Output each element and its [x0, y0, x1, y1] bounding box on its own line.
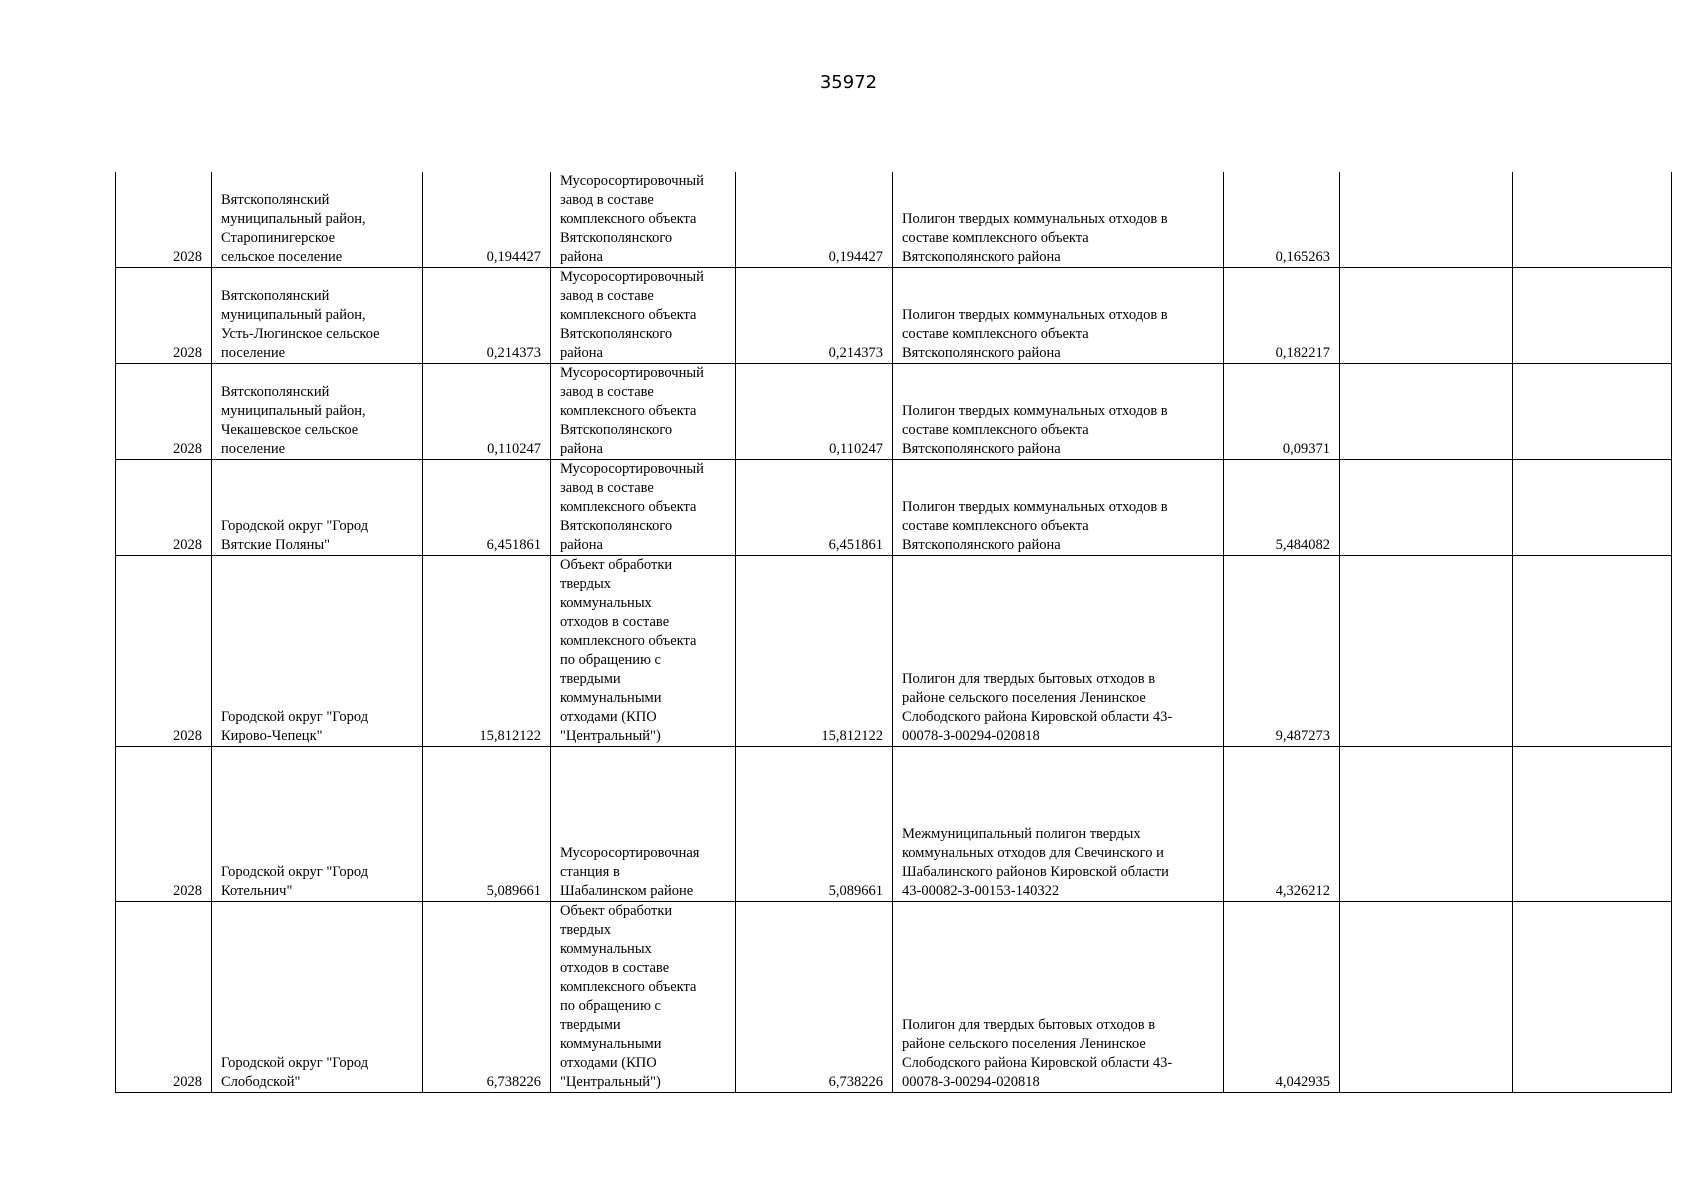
territory-cell: Вятскополянский муниципальный район, Чекашевское сельское поселение — [212, 364, 423, 460]
facility-cell: Мусоросортировочный завод в составе комплексного объекта Вятскополянского района — [551, 268, 736, 364]
volume-cell: 0,110247 — [736, 364, 893, 460]
facility-cell: Объект обработки твердых коммунальных отходов в составе комплексного объекта по обращению с твердыми коммунальными отходами (КПО "Центральный") — [551, 902, 736, 1093]
volume-cell: 0,194427 — [423, 172, 551, 268]
empty-cell — [1340, 268, 1513, 364]
empty-cell — [1340, 747, 1513, 902]
year-cell: 2028 — [116, 747, 212, 902]
year-cell: 2028 — [116, 268, 212, 364]
volume-cell: 0,214373 — [736, 268, 893, 364]
year-cell: 2028 — [116, 364, 212, 460]
empty-cell — [1340, 172, 1513, 268]
territory-cell: Городской округ "Город Вятские Поляны" — [212, 460, 423, 556]
territory-cell: Городской округ "Город Котельнич" — [212, 747, 423, 902]
volume-cell: 4,326212 — [1224, 747, 1340, 902]
empty-cell — [1340, 556, 1513, 747]
empty-cell — [1513, 902, 1672, 1093]
landfill-cell: Полигон твердых коммунальных отходов в составе комплексного объекта Вятскополянского района — [893, 268, 1224, 364]
volume-cell: 0,165263 — [1224, 172, 1340, 268]
table-row — [116, 364, 1672, 460]
empty-cell — [1513, 460, 1672, 556]
territory-cell: Вятскополянский муниципальный район, Усть-Люгинское сельское поселение — [212, 268, 423, 364]
table-row — [116, 747, 1672, 902]
table-row — [116, 556, 1672, 747]
volume-cell: 9,487273 — [1224, 556, 1340, 747]
page-number: 35972 — [819, 72, 878, 93]
landfill-cell: Полигон для твердых бытовых отходов в районе сельского поселения Ленинское Слободского района Кировской области 43- 00078-З-00294-020818 — [893, 556, 1224, 747]
volume-cell: 0,110247 — [423, 364, 551, 460]
volume-cell: 5,484082 — [1224, 460, 1340, 556]
volume-cell: 6,738226 — [423, 902, 551, 1093]
year-cell: 2028 — [116, 902, 212, 1093]
year-cell: 2028 — [116, 556, 212, 747]
volume-cell: 0,194427 — [736, 172, 893, 268]
table-row — [116, 460, 1672, 556]
empty-cell — [1513, 172, 1672, 268]
territory-cell: Городской округ "Город Слободской" — [212, 902, 423, 1093]
volume-cell: 0,214373 — [423, 268, 551, 364]
waste-flow-table — [115, 172, 1672, 1093]
table-row — [116, 268, 1672, 364]
volume-cell: 15,812122 — [736, 556, 893, 747]
landfill-cell: Полигон твердых коммунальных отходов в составе комплексного объекта Вятскополянского района — [893, 172, 1224, 268]
facility-cell: Мусоросортировочная станция в Шабалинском районе — [551, 747, 736, 902]
empty-cell — [1340, 364, 1513, 460]
table-row — [116, 172, 1672, 268]
territory-cell: Вятскополянский муниципальный район, Старопинигерское сельское поселение — [212, 172, 423, 268]
facility-cell: Мусоросортировочный завод в составе комплексного объекта Вятскополянского района — [551, 460, 736, 556]
volume-cell: 4,042935 — [1224, 902, 1340, 1093]
landfill-cell: Межмуниципальный полигон твердых коммунальных отходов для Свечинского и Шабалинского районов Кировской области 43-00082-З-00153-140322 — [893, 747, 1224, 902]
facility-cell: Мусоросортировочный завод в составе комплексного объекта Вятскополянского района — [551, 364, 736, 460]
volume-cell: 6,738226 — [736, 902, 893, 1093]
landfill-cell: Полигон для твердых бытовых отходов в районе сельского поселения Ленинское Слободского района Кировской области 43- 00078-З-00294-020818 — [893, 902, 1224, 1093]
year-cell: 2028 — [116, 460, 212, 556]
facility-cell: Мусоросортировочный завод в составе комплексного объекта Вятскополянского района — [551, 172, 736, 268]
volume-cell: 5,089661 — [736, 747, 893, 902]
empty-cell — [1513, 364, 1672, 460]
volume-cell: 6,451861 — [423, 460, 551, 556]
volume-cell: 6,451861 — [736, 460, 893, 556]
empty-cell — [1513, 747, 1672, 902]
volume-cell: 5,089661 — [423, 747, 551, 902]
empty-cell — [1340, 902, 1513, 1093]
territory-cell: Городской округ "Город Кирово-Чепецк" — [212, 556, 423, 747]
empty-cell — [1513, 268, 1672, 364]
volume-cell: 15,812122 — [423, 556, 551, 747]
volume-cell: 0,182217 — [1224, 268, 1340, 364]
facility-cell: Объект обработки твердых коммунальных отходов в составе комплексного объекта по обращению с твердыми коммунальными отходами (КПО "Центральный") — [551, 556, 736, 747]
table-row — [116, 902, 1672, 1093]
year-cell: 2028 — [116, 172, 212, 268]
volume-cell: 0,09371 — [1224, 364, 1340, 460]
landfill-cell: Полигон твердых коммунальных отходов в составе комплексного объекта Вятскополянского района — [893, 364, 1224, 460]
empty-cell — [1340, 460, 1513, 556]
empty-cell — [1513, 556, 1672, 747]
landfill-cell: Полигон твердых коммунальных отходов в составе комплексного объекта Вятскополянского района — [893, 460, 1224, 556]
